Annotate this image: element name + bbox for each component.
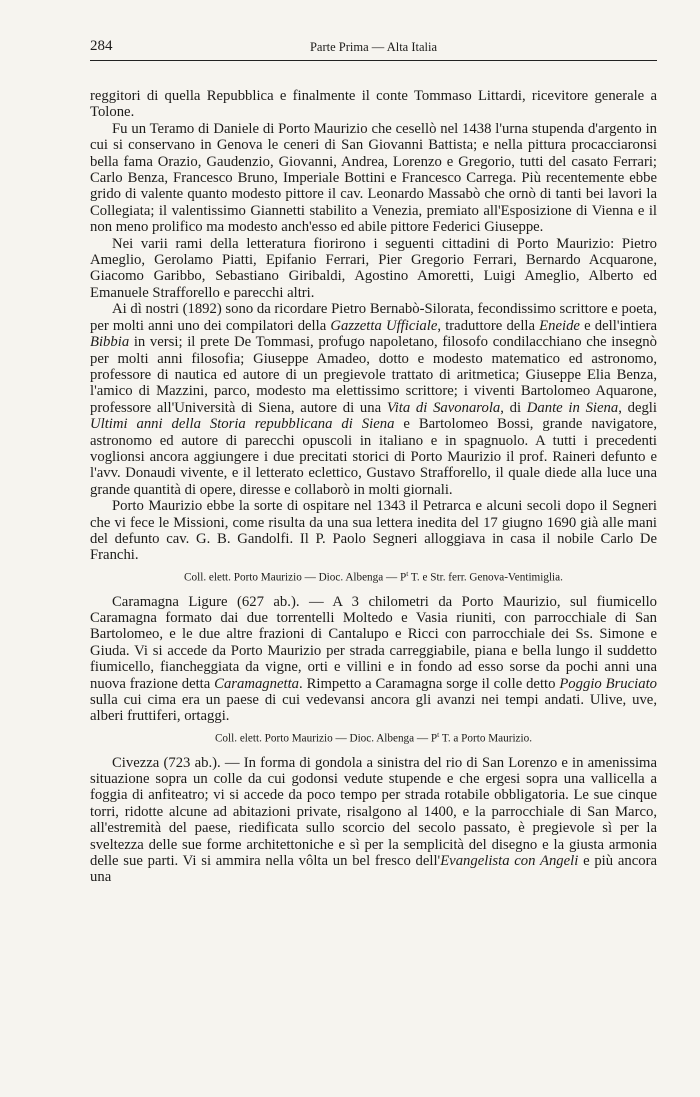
administrative-note: Coll. elett. Porto Maurizio — Dioc. Albenga — $P^t$ T. a Porto Maurizio. bbox=[214, 729, 533, 745]
page-number: 284 bbox=[90, 38, 113, 54]
paragraph: Porto Maurizio ebbe la sorte di ospitare nel 1343 il Petrarca e alcuni secoli dopo il Segneri che vi fece le Missioni, come risulta da una sua lettera inedita del 17 giugno 1690 già alle mani del defunto cav. G. B. Gandolfi. Il P. Paolo Segneri alloggiava in casa il nobile Carlo De Franchi. bbox=[90, 498, 657, 564]
page-header bbox=[90, 36, 657, 61]
running-title: Parte Prima — Alta Italia bbox=[309, 40, 438, 54]
paragraph: reggitori di quella Repubblica e finalmente il conte Tommaso Littardi, ricevitore generale a Tolone. bbox=[90, 88, 657, 121]
paragraph: Nei varii rami della letteratura fiorirono i seguenti cittadini di Porto Maurizio: Pietro Ameglio, Gerolamo Piatti, Epifanio Ferrari, Pier Gregorio Ferrari, Bernardo Acquarone, Giacomo Garibbo, Sebastiano Giribaldi, Agostino Amoretti, Luigi Ameglio, Alberto ed Emanuele Strafforello e parecchi altri. bbox=[90, 235, 657, 301]
administrative-note: Coll. elett. Porto Maurizio — Dioc. Albenga — $P^t$ T. e Str. ferr. Genova-Ventimiglia. bbox=[184, 568, 563, 584]
entry-caramagna: Caramagna Ligure (627 ab.). — A 3 chilometri da Porto Maurizio, sul fiumicello Caramagna formato dai due torrentelli Moltedo e Vasia riuniti, con parrocchiale di San Bartolomeo, e le due altre frazioni di Cantalupo e Ricci con parrocchiale dei Ss. Simone e Giuda. Vi si accede da Porto Maurizio per strada carreggiabile, piana e bella lungo il suddetto fiumicello, fiancheggiata da vigne, orti e villini e in fondo ad esso sorse da pochi anni una nuova frazione detta Caramagnetta. Rimpetto a Caramagna sorge il colle detto Poggio Bruciato sulla cui cima era un paese di cui vedevansi ancora gli avanzi nei tempi andati. Ulive, uve, alberi fruttiferi, ortaggi. bbox=[90, 593, 658, 725]
body-text bbox=[90, 88, 657, 886]
paragraph: Fu un Teramo di Daniele di Porto Maurizio che cesellò nel 1438 l'urna stupenda d'argento in cui si conservano in Genova le ceneri di San Giovanni Battista; e nella pittura procacciaronsi bella fama Orazio, Gaudenzio, Giovanni, Andrea, Lorenzo e Gregorio, tutti del casato Ferrari; Carlo Benza, Francesco Bruno, Imperiale Bottini e Francesco Carrega. Più recentemente ebbe grido di valente quanto modesto pittore il cav. Leonardo Massabò che ornò di tanti bei lavori la Collegiata; il valentissimo Giannetti stabilito a Venezia, premiato all'Esposizione di Vienna e il non meno prolifico ma modesto anch'esso ed abile pittore Federici Giuseppe. bbox=[90, 120, 657, 236]
paragraph: Ai dì nostri (1892) sono da ricordare Pietro Bernabò-Silorata, fecondissimo scrittore e poeta, per molti anni uno dei compilatori della Gazzetta Ufficiale, traduttore della Eneide e dell'intiera Bibbia in versi; il prete De Tommasi, profugo napoletano, filosofo condilacchiano che insegnò per molti anni filosofia; Giuseppe Amadeo, dotto e modesto matematico ed astronomo, professore di nautica ed autore di un pregievole trattato di aritmetica; Giuseppe Elia Benza, l'amico di Mazzini, parco, modesto ma elettissimo scrittore; i viventi Bartolomeo Aquarone, professore all'Università di Siena, autore di una Vita di Savonarola, di Dante in Siena, degli Ultimi anni della Storia repubblicana di Siena e Bartolomeo Bossi, grande navigatore, astronomo ed autore di parecchi opuscoli in italiano e in spagnuolo. A tutti i precedenti voglionsi ancora aggiungere i due precitati storici di Porto Maurizio il prof. Raineri defunto e l'avv. Donaudi vivente, e il letterato eclettico, Gustavo Strafforello, il quale diede alla luce una grande quantità di opere, diresse e collaborò in molti giornali. bbox=[90, 301, 657, 498]
entry-civezza: Civezza (723 ab.). — In forma di gondola a sinistra del rio di San Lorenzo e in amenissima situazione sopra un colle da cui godonsi vedute stupende e che ergesi sopra una vallicella a foggia di anfiteatro; vi si accede da poco tempo per strada rotabile obbligatoria. Le sue cinque torri, ridotte alcune ad abitazioni private, risalgono al 1400, e la parrocchiale di San Marco, all'estremità del paese, riedificata sullo scorcio del secolo passato, è pregievole sì per la sveltezza delle sue forme architettoniche e sì per la semplicità del disegno e la giusta armonia delle sue parti. Vi si ammira nella vôlta un bel fresco dell'Evangelista con Angeli e più ancora una bbox=[90, 754, 657, 886]
